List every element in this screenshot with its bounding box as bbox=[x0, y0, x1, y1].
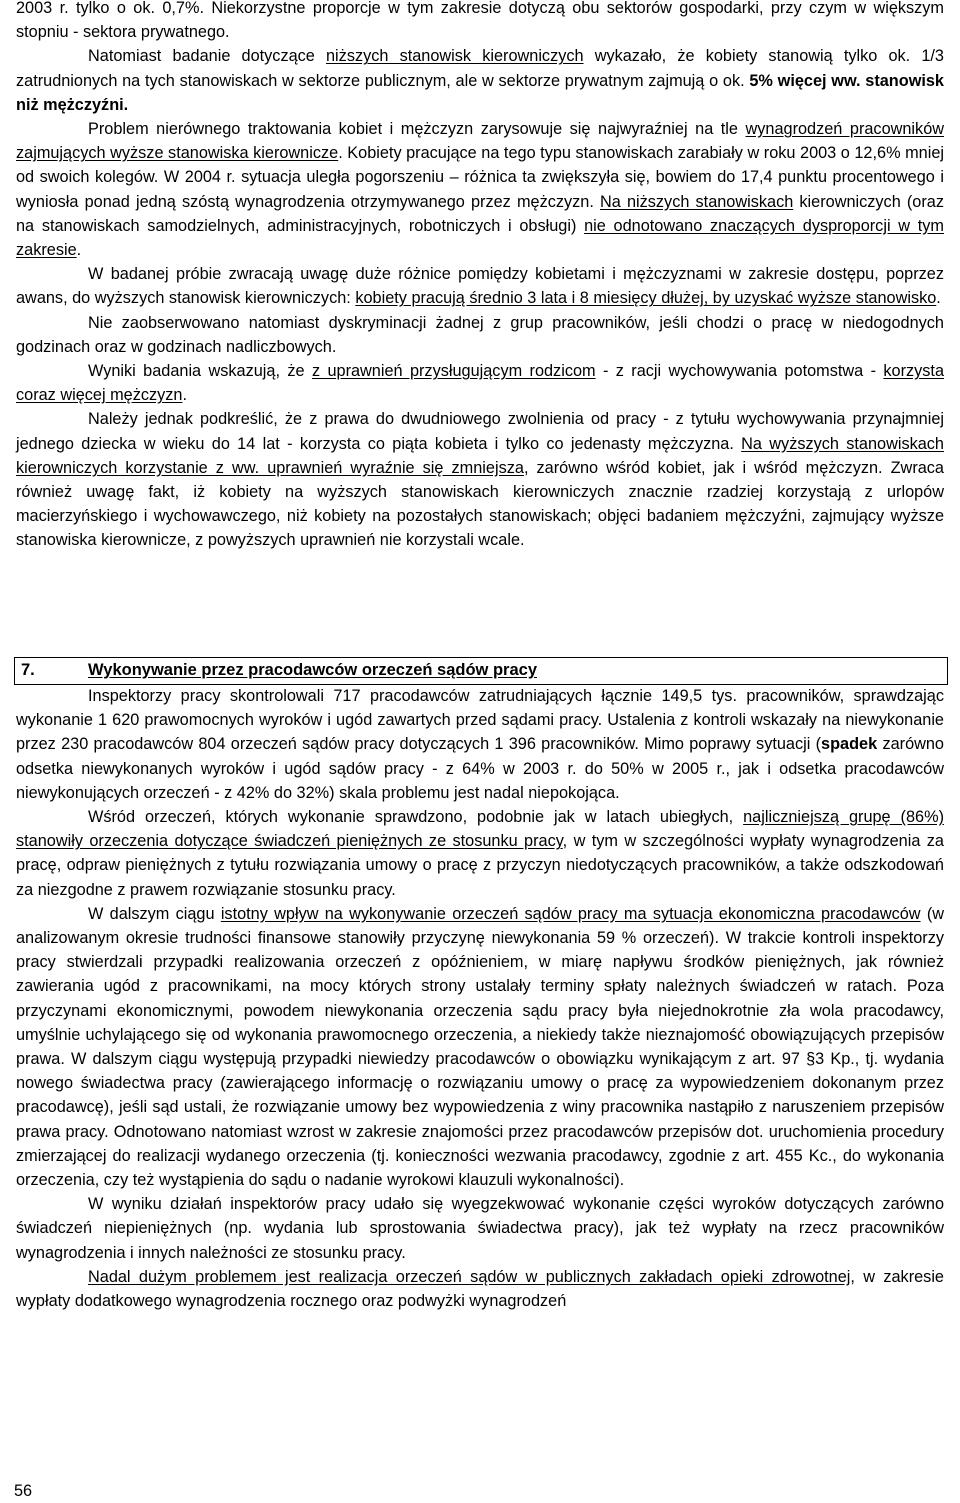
text-run: - z racji wychowywania potomstwa - bbox=[595, 362, 884, 381]
paragraph bbox=[16, 1265, 944, 1313]
text-run: wykazało, że kobiety stanowią tylko ok. 1/3 zatrudnionych na tych stanowiskach w sektorze publicznym, ale w sektorze prywatnym zajmują o ok. bbox=[16, 47, 944, 90]
underlined-text: najliczniejszą grupę (86%) stanowiły orzeczenia dotyczące świadczeń pieniężnych ze stosunku pracy bbox=[16, 808, 944, 851]
bold-text: spadek bbox=[821, 735, 878, 754]
text-run: . Kobiety pracujące na tego typu stanowiskach zarabiały w roku 2003 o 12,6% mniej od swoich kolegów. W 2004 r. sytuacja uległa pogorszeniu – różnica ta zwiększyła się, bowiem do 17,4 punktu procentowego i wyniosła ponad jedną szóstą wynagrodzenia otrzymywanego przez mężczyzn. bbox=[16, 144, 945, 211]
section-number: 7. bbox=[21, 661, 35, 679]
paragraph bbox=[16, 684, 944, 805]
text-run: Natomiast badanie dotyczące bbox=[88, 47, 326, 66]
paragraph bbox=[16, 117, 944, 262]
underlined-text: niższych stanowisk kierowniczych bbox=[326, 47, 584, 66]
text-run: Problem nierównego traktowania kobiet i mężczyzn zarysowuje się najwyraźniej na tle bbox=[88, 120, 746, 139]
section-7-body bbox=[16, 684, 944, 1313]
paragraph bbox=[16, 262, 944, 310]
text-run: W dalszym ciągu bbox=[88, 904, 221, 923]
underlined-text: Na wyższych stanowiskach kierowniczych korzystanie z ww. uprawnień wyraźnie się zmniejsza bbox=[16, 434, 944, 477]
underlined-text: korzysta coraz więcej mężczyzn bbox=[16, 362, 944, 405]
paragraph bbox=[16, 44, 944, 117]
text-run: 2003 r. tylko o ok. 0,7%. Niekorzystne proporcje w tym zakresie dotyczą obu sektorów gospodarki, przy czym w większym stopniu - sektora prywatnego. bbox=[16, 0, 944, 42]
text-run: Wśród orzeczeń, których wykonanie sprawdzono, podobnie jak w latach ubiegłych, bbox=[88, 808, 744, 827]
text-run: Należy jednak podkreślić, że z prawa do dwudniowego zwolnienia od pracy - z tytułu wychowywania przynajmniej jednego dziecka w wieku do 14 lat - korzysta co piąta kobieta i tylko co jedenasty mężczyzna. bbox=[16, 410, 944, 453]
bold-text: 5% więcej ww. stanowisk niż mężczyźni. bbox=[16, 71, 944, 114]
text-run: . bbox=[76, 241, 82, 260]
paragraph bbox=[16, 1192, 944, 1265]
underlined-text: kobiety pracują średnio 3 lata i 8 miesięcy dłużej, by uzyskać wyższe stanowisko bbox=[355, 289, 937, 308]
page-number: 56 bbox=[14, 1482, 33, 1500]
section-title: Wykonywanie przez pracodawców orzeczeń sądów pracy bbox=[88, 661, 538, 679]
text-run: Nie zaobserwowano natomiast dyskryminacji żadnej z grup pracowników, jeśli chodzi o pracę w niedogodnych godzinach oraz w godzinach nadliczbowych. bbox=[16, 313, 944, 356]
underlined-text: Na niższych stanowiskach bbox=[600, 192, 794, 211]
text-run: , zarówno wśród kobiet, jak i wśród mężczyzn. Zwraca również uwagę fakt, iż kobiety na wyższych stanowiskach kierowniczych znacznie rzadziej korzystają z urlopów macierzyńskiego i wychowawczego, niż kobiety na pozostałych stanowiskach; objęci badaniem mężczyźni, zajmujący wyższe stanowiska kierownicze, z powyższych uprawnień nie korzystali wcale. bbox=[16, 458, 944, 550]
text-run: , w zakresie wypłaty dodatkowego wynagrodzenia rocznego oraz podwyżki wynagrodzeń bbox=[16, 1267, 944, 1311]
text-run: . bbox=[182, 386, 188, 405]
text-run: . bbox=[936, 289, 941, 308]
text-run: kierowniczych (oraz na stanowiskach samodzielnych, administracyjnych, robotniczych i obsługi) bbox=[16, 192, 944, 235]
underlined-text: z uprawnień przysługującym rodzicom bbox=[311, 362, 596, 381]
underlined-text: nie odnotowano znaczących dysproporcji w tym zakresie bbox=[16, 216, 944, 260]
paragraph bbox=[16, 407, 944, 552]
section-heading bbox=[14, 657, 948, 685]
text-run: Wyniki badania wskazują, że bbox=[88, 362, 312, 381]
paragraph bbox=[16, 0, 944, 44]
section-6-continuation bbox=[16, 0, 944, 553]
paragraph bbox=[16, 805, 944, 902]
text-run: W badanej próbie zwracają uwagę duże różnice pomiędzy kobietami i mężczyznami w zakresie dostępu, poprzez awans, do wyższych stanowisk kierowniczych: bbox=[16, 265, 944, 308]
underlined-text: Nadal dużym problemem jest realizacja orzeczeń sądów w publicznych zakładach opieki zdrowotnej bbox=[88, 1267, 851, 1286]
paragraph bbox=[16, 902, 944, 1192]
text-run: Inspektorzy pracy skontrolowali 717 pracodawców zatrudniających łącznie 149,5 tys. pracowników, sprawdzając wykonanie 1 620 prawomocnych wyroków i ugód zawartych przed sądami pracy. Ustalenia z kontroli wskazały na niewykonanie przez 230 pracodawców 804 orzeczeń sądów pracy dotyczących 1 396 pracowników. Mimo poprawy sytuacji ( bbox=[16, 687, 944, 754]
text-run: zarówno odsetka niewykonanych wyroków i ugód sądów pracy - z 64% w 2003 r. do 50% w 2005 r., jak i odsetka pracodawców niewykonujących orzeczeń - z 42% do 32%) skala problemu jest nadal niepokojąca. bbox=[16, 735, 944, 802]
underlined-text: wynagrodzeń pracowników zajmujących wyższe stanowiska kierownicze bbox=[16, 120, 945, 163]
paragraph bbox=[16, 311, 944, 359]
text-run: (w analizowanym okresie trudności finansowe stanowiły przyczynę niewykonania 59 % orzeczeń). W trakcie kontroli inspektorzy pracy stwierdzali przypadki realizowania orzeczeń z opóźnieniem, w miarę napływu środków pieniężnych, jak również zawierania ugód z pracownikami, na mocy których strony ustalały terminy spłaty należnych świadczeń w ratach. Poza przyczynami ekonomicznymi, powodem niewykonania orzeczenia sądu pracy była niejednokrotnie zła wola pracodawcy, umyślnie uchylającego się od wykonania prawomocnego orzeczenia, a niekiedy także nieznajomość obowiązujących przepisów prawa. W dalszym ciągu występują przypadki niewiedzy pracodawców o obowiązku wynikającym z art. 97 §3 Kp., tj. wydania nowego świadectwa pracy (zawierającego informację o rozwiązaniu umowy o pracę za wypowiedzeniem dokonanym przez pracodawcę), jeśli sąd ustali, że rozwiązanie umowy bez wypowiedzenia z winy pracownika nastąpiło z naruszeniem przepisów prawa pracy. Odnotowano natomiast wzrost w zakresie znajomości przez pracodawców przepisów dot. uruchomienia procedury zmierzającej do realizacji wydanego orzeczenia (tj. konieczności wezwania pracodawcy, zgodnie z art. 455 Kc., do wykonania orzeczenia, czy też wystąpienia do sądu o nadanie wyrokowi klauzuli wykonalności). bbox=[16, 904, 945, 1190]
text-run: W wyniku działań inspektorów pracy udało się wyegzekwować wykonanie części wyroków dotyczących zarówno świadczeń niepieniężnych (np. wydania lub sprostowania świadectwa pracy), jak też wypłaty na rzecz pracowników wynagrodzenia i innych należności ze stosunku pracy. bbox=[16, 1195, 944, 1262]
paragraph bbox=[16, 359, 944, 407]
underlined-text: istotny wpływ na wykonywanie orzeczeń sądów pracy ma sytuacja ekonomiczna pracodawców bbox=[220, 904, 921, 923]
text-run: , w tym w szczególności wypłaty wynagrodzenia za pracę, odpraw pieniężnych z tytułu rozwiązania umowy o pracę z przyczyn niedotyczących pracowników, a także odszkodowań za niezgodne z prawem rozwiązanie stosunku pracy. bbox=[16, 832, 944, 899]
